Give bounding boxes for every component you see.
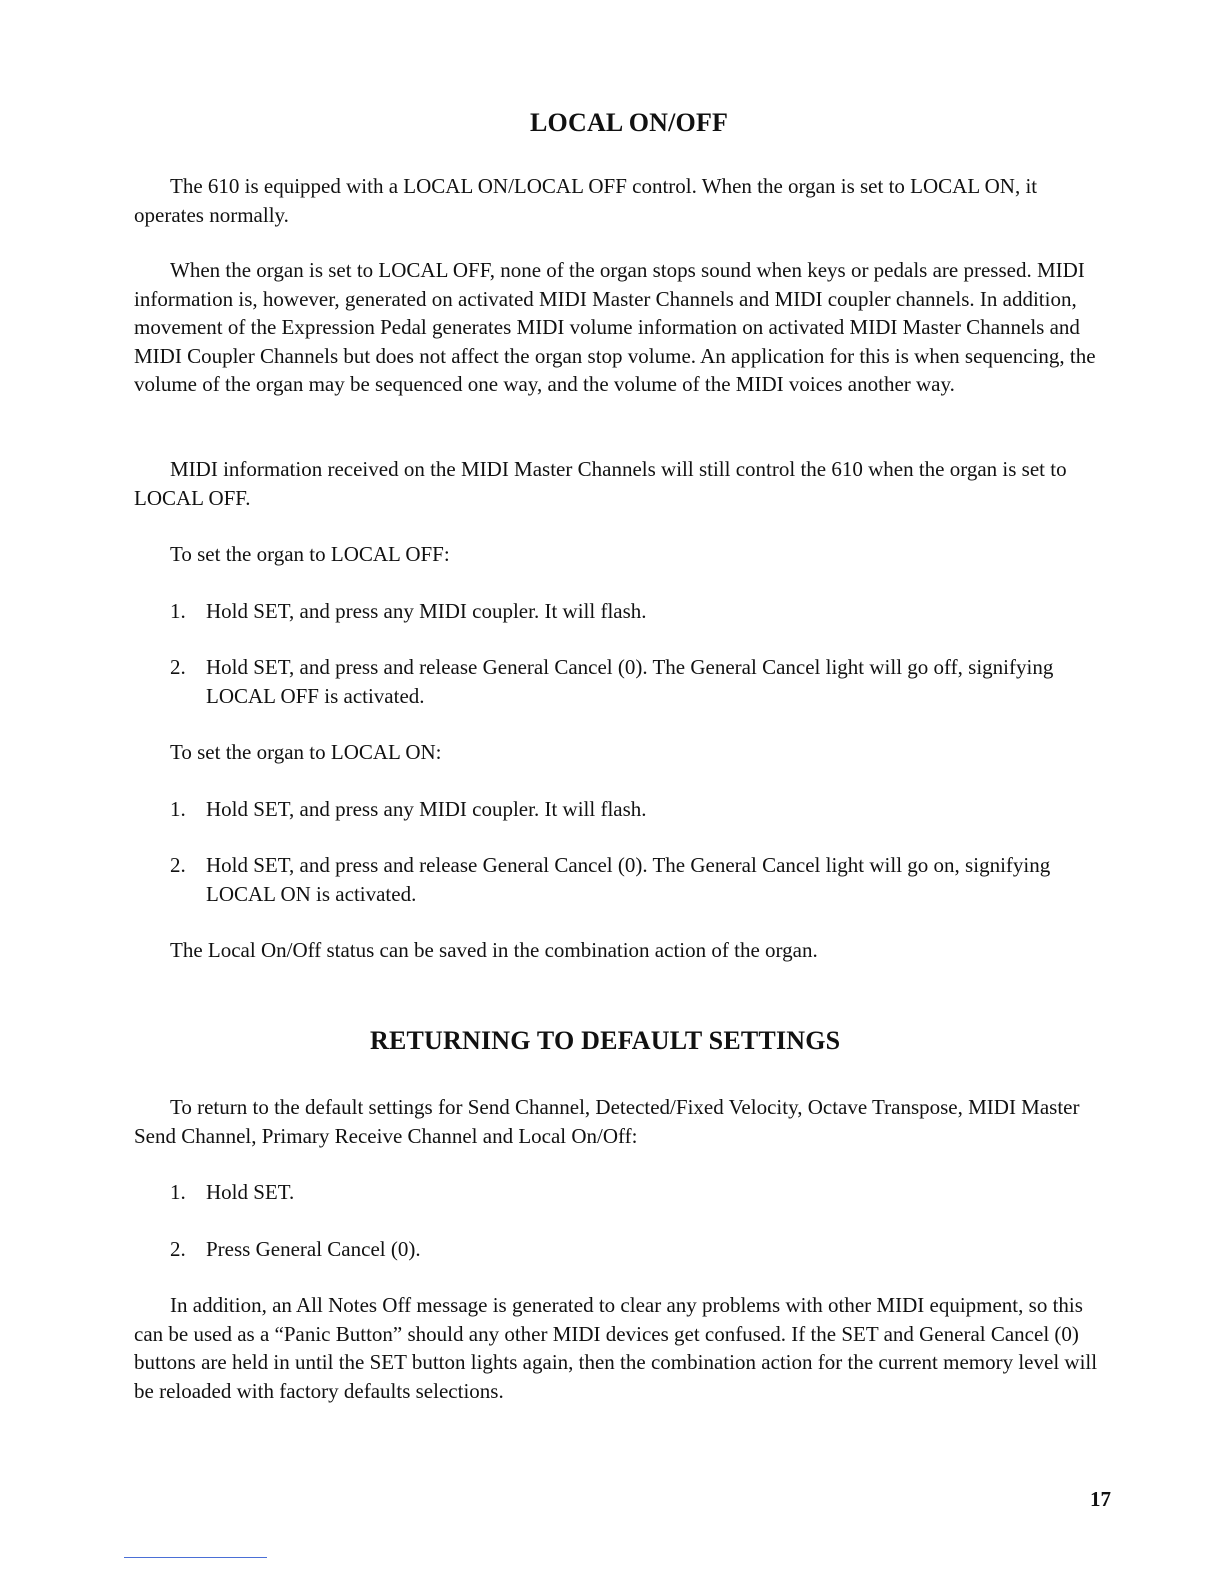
- default-settings-step: [170, 1178, 1100, 1208]
- section-heading-local-on-off: LOCAL ON/OFF: [530, 108, 729, 137]
- step-text: Hold SET, and press any MIDI coupler. It will flash.: [206, 599, 647, 623]
- midi-master-channels-paragraph: MIDI information received on the MIDI Master Channels will still control the 610 when the organ is set to LOCAL OFF.: [134, 457, 1067, 510]
- set-local-off-label: To set the organ to LOCAL OFF:: [170, 542, 450, 566]
- step-number: 2.: [170, 1237, 186, 1261]
- local-status-saved-note: The Local On/Off status can be saved in the combination action of the organ.: [170, 938, 818, 962]
- local-on-step: [170, 851, 1100, 911]
- step-text: Press General Cancel (0).: [206, 1237, 421, 1261]
- panic-button-paragraph: In addition, an All Notes Off message is generated to clear any problems with other MIDI equipment, so this can be used as a “Panic Button” should any other MIDI devices get confused. If the SET and General Cancel (0) buttons are held in until the SET button lights again, then the combination action for the current memory level will be reloaded with factory defaults selections.: [134, 1293, 1098, 1403]
- step-number: 1.: [170, 599, 186, 623]
- local-on-step: [170, 795, 1100, 825]
- local-off-step: [170, 653, 1100, 713]
- default-settings-intro-paragraph: To return to the default settings for Send Channel, Detected/Fixed Velocity, Octave Transpose, MIDI Master Send Channel, Primary Receive Channel and Local On/Off:: [134, 1095, 1080, 1148]
- step-number: 2.: [170, 655, 186, 679]
- set-local-on-label: To set the organ to LOCAL ON:: [170, 740, 442, 764]
- step-text: Hold SET.: [206, 1180, 295, 1204]
- default-settings-step: [170, 1235, 1100, 1265]
- local-off-step: [170, 597, 1100, 627]
- page-number: 17: [1090, 1487, 1111, 1511]
- step-number: 1.: [170, 1180, 186, 1204]
- step-text: Hold SET, and press and release General Cancel (0). The General Cancel light will go on, signifying LOCAL ON is activated.: [206, 853, 1051, 906]
- footer-divider: [124, 1557, 267, 1558]
- section-heading-returning-to-default: RETURNING TO DEFAULT SETTINGS: [370, 1026, 841, 1055]
- step-number: 2.: [170, 853, 186, 877]
- step-text: Hold SET, and press and release General Cancel (0). The General Cancel light will go off, signifying LOCAL OFF is activated.: [206, 655, 1054, 708]
- step-number: 1.: [170, 797, 186, 821]
- local-intro-paragraph: The 610 is equipped with a LOCAL ON/LOCAL OFF control. When the organ is set to LOCAL ON, it operates normally.: [134, 174, 1038, 227]
- local-off-description-paragraph: When the organ is set to LOCAL OFF, none of the organ stops sound when keys or pedals are pressed. MIDI information is, however, generated on activated MIDI Master Channels and MIDI coupler channels. In addition, movement of the Expression Pedal generates MIDI volume information on activated MIDI Master Channels and MIDI Coupler Channels but does not affect the organ stop volume. An application for this is when sequencing, the volume of the organ may be sequenced one way, and the volume of the MIDI voices another way.: [134, 258, 1096, 396]
- step-text: Hold SET, and press any MIDI coupler. It will flash.: [206, 797, 647, 821]
